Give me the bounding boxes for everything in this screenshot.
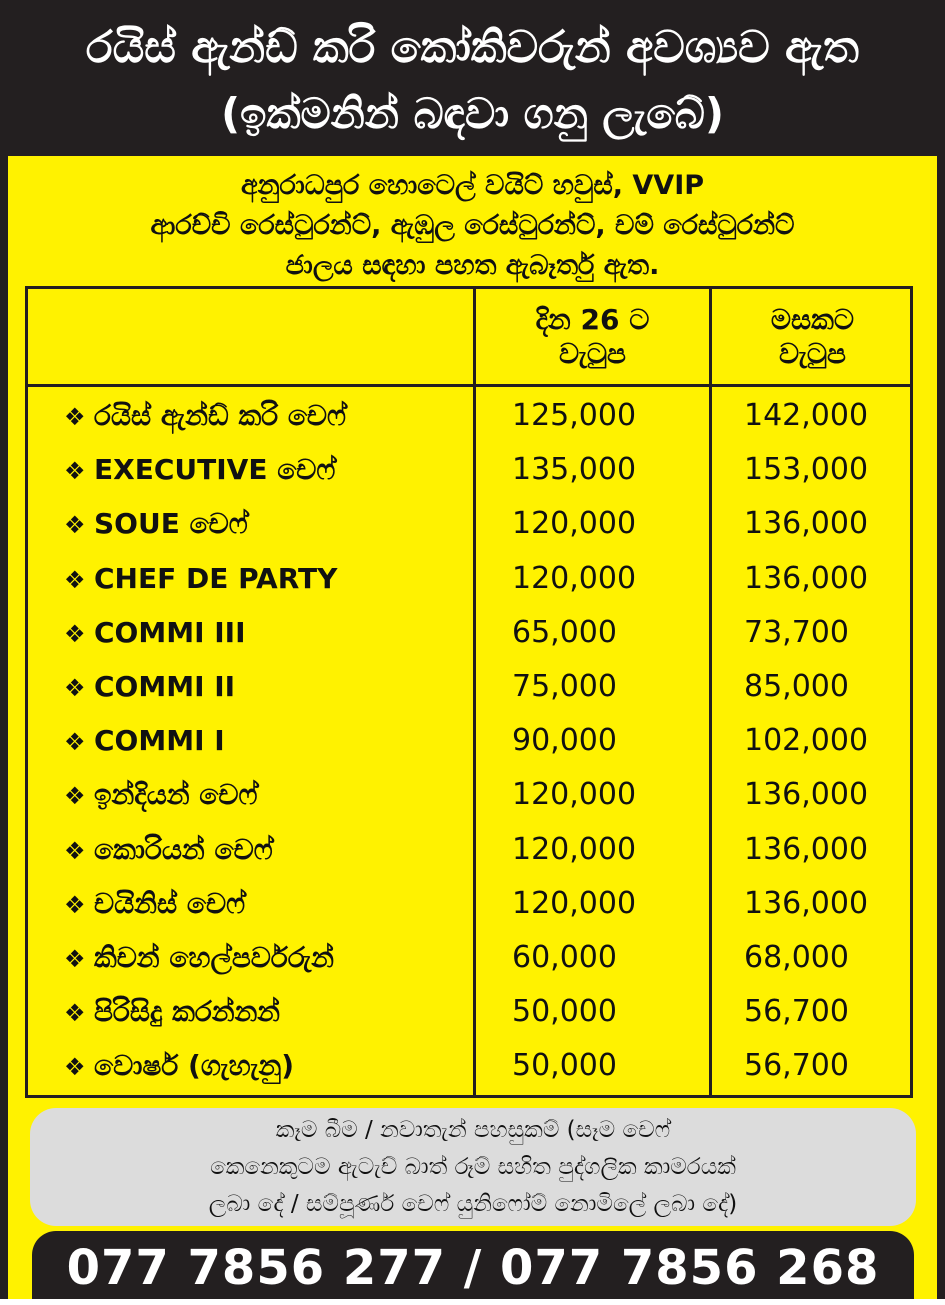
salary-monthly: 136,000 <box>744 777 869 813</box>
benefits-box <box>30 1108 916 1226</box>
diamond-bullet-icon: ❖ <box>64 619 86 648</box>
diamond-bullet-icon: ❖ <box>64 403 86 431</box>
position-label: කිචන් හෙල්පර්වරුන් <box>94 940 334 974</box>
table-row <box>28 824 910 878</box>
position-name <box>64 396 346 437</box>
salary-26-days: 120,000 <box>512 506 637 542</box>
position-name <box>64 504 248 545</box>
salary-monthly: 73,700 <box>744 614 849 650</box>
table-row <box>28 390 910 444</box>
position-name <box>64 559 337 600</box>
intro-line-2: ආරච්චි රෙස්ටුරන්ට්, ඇඹුල රෙස්ටුරන්ට්, චම් රෙස්ටුරන්ට් <box>150 210 795 241</box>
salary-26-days: 60,000 <box>512 939 617 975</box>
diamond-bullet-icon: ❖ <box>64 890 86 919</box>
position-label: පිරිසිදු කරන්නන් <box>94 995 281 1029</box>
table-row <box>28 553 910 607</box>
header-divider <box>28 384 910 387</box>
diamond-bullet-icon: ❖ <box>64 944 86 973</box>
position-label: කොරියන් චෙෆ් <box>94 832 273 866</box>
intro-line-1: අනුරාධපුර හොටෙල් වයිට් හවුස්, VVIP <box>240 170 705 201</box>
position-label: CHEF DE PARTY <box>94 561 338 595</box>
salary-monthly: 136,000 <box>744 506 869 542</box>
table-row <box>28 986 910 1040</box>
position-label: EXECUTIVE චෙෆ් <box>94 453 336 487</box>
salary-monthly: 136,000 <box>744 831 869 867</box>
salary-26-days: 90,000 <box>512 723 617 759</box>
diamond-bullet-icon: ❖ <box>64 1053 86 1082</box>
position-name <box>64 992 280 1033</box>
diamond-bullet-icon: ❖ <box>64 565 86 594</box>
headline: රයිස් ඇන්ඩ් කරි කෝකිවරුන් අවශ්‍යව ඇත <box>86 22 859 73</box>
salary-monthly: 142,000 <box>744 398 869 433</box>
table-row <box>28 1040 910 1094</box>
table-row <box>28 444 910 498</box>
col-header-26-days-line2: වැටුප <box>558 337 627 370</box>
salary-26-days: 75,000 <box>512 668 617 704</box>
salary-monthly: 56,700 <box>744 994 849 1030</box>
position-name <box>64 613 246 654</box>
salary-26-days: 50,000 <box>512 994 617 1030</box>
salary-26-days: 120,000 <box>512 885 637 921</box>
table-row <box>28 661 910 715</box>
salary-table <box>25 286 913 1098</box>
table-row <box>28 498 910 552</box>
table-row <box>28 769 910 823</box>
table-rows <box>28 390 910 1094</box>
position-label: SOUE චෙෆ් <box>94 507 248 541</box>
salary-monthly: 136,000 <box>744 560 869 596</box>
table-row <box>28 715 910 769</box>
col-header-monthly <box>712 303 913 371</box>
col-header-26-days <box>476 303 709 371</box>
salary-26-days: 120,000 <box>512 560 637 596</box>
subheadline: (ඉක්මනින් බඳවා ගනු ලැබේ) <box>220 89 725 138</box>
diamond-bullet-icon: ❖ <box>64 836 86 865</box>
salary-26-days: 65,000 <box>512 614 617 650</box>
position-name <box>64 667 235 708</box>
table-row <box>28 932 910 986</box>
header <box>0 0 945 156</box>
salary-monthly: 56,700 <box>744 1048 849 1084</box>
position-name <box>64 830 273 871</box>
intro-text <box>8 166 937 286</box>
salary-monthly: 153,000 <box>744 452 869 488</box>
salary-26-days: 50,000 <box>512 1048 617 1084</box>
benefits-line-3: ලබා දේ / සම්පූර්ණ චෙෆ් යුනිෆෝම් නොමිලේ ලබා දේ) <box>208 1191 738 1217</box>
col-header-monthly-line1: මසකට <box>770 303 855 336</box>
position-label: COMMI II <box>94 669 236 703</box>
position-name <box>64 884 245 925</box>
phone-numbers: 077 7856 277 / 077 7856 268 <box>32 1231 914 1299</box>
diamond-bullet-icon: ❖ <box>64 457 86 486</box>
benefits-line-2: කෙනෙකුටම ඇටැච් බාත් රූම් සහිත පුද්ගලික කාමරයක් <box>210 1154 736 1180</box>
salary-26-days: 120,000 <box>512 831 637 867</box>
diamond-bullet-icon: ❖ <box>64 999 86 1028</box>
intro-line-3: ජාලය සඳහා පහත ඇබෑර්තු ඇත. <box>285 250 660 281</box>
position-name <box>64 721 225 762</box>
col-header-26-days-line1: දින 26 ට <box>535 303 650 336</box>
salary-26-days: 125,000 <box>512 398 637 433</box>
diamond-bullet-icon: ❖ <box>64 673 86 702</box>
diamond-bullet-icon: ❖ <box>64 728 86 757</box>
position-label: COMMI III <box>94 615 246 649</box>
content-panel <box>8 156 937 1299</box>
position-name <box>64 1046 294 1087</box>
position-label: චයිනිස් චෙෆ් <box>94 886 246 920</box>
salary-26-days: 135,000 <box>512 452 637 488</box>
position-name <box>64 775 257 816</box>
salary-monthly: 68,000 <box>744 939 849 975</box>
table-row <box>28 607 910 661</box>
col-header-monthly-line2: වැටුප <box>778 337 847 370</box>
salary-monthly: 85,000 <box>744 668 849 704</box>
diamond-bullet-icon: ❖ <box>64 511 86 540</box>
position-label: රයිස් ඇන්ඩ් කරි චෙෆ් <box>94 399 347 432</box>
position-label: COMMI I <box>94 724 225 758</box>
salary-monthly: 136,000 <box>744 885 869 921</box>
table-row <box>28 878 910 932</box>
position-name <box>64 938 334 979</box>
position-name <box>64 450 335 491</box>
benefits-line-1: කෑම බීම / නවාතැන් පහසුකම් (සෑම චෙෆ් <box>275 1117 671 1143</box>
diamond-bullet-icon: ❖ <box>64 782 86 811</box>
position-label: ඉන්දියන් චෙෆ් <box>94 778 258 812</box>
salary-26-days: 120,000 <box>512 777 637 813</box>
position-label: වොෂර් (ගැහැනු) <box>94 1049 295 1083</box>
salary-monthly: 102,000 <box>744 723 869 759</box>
